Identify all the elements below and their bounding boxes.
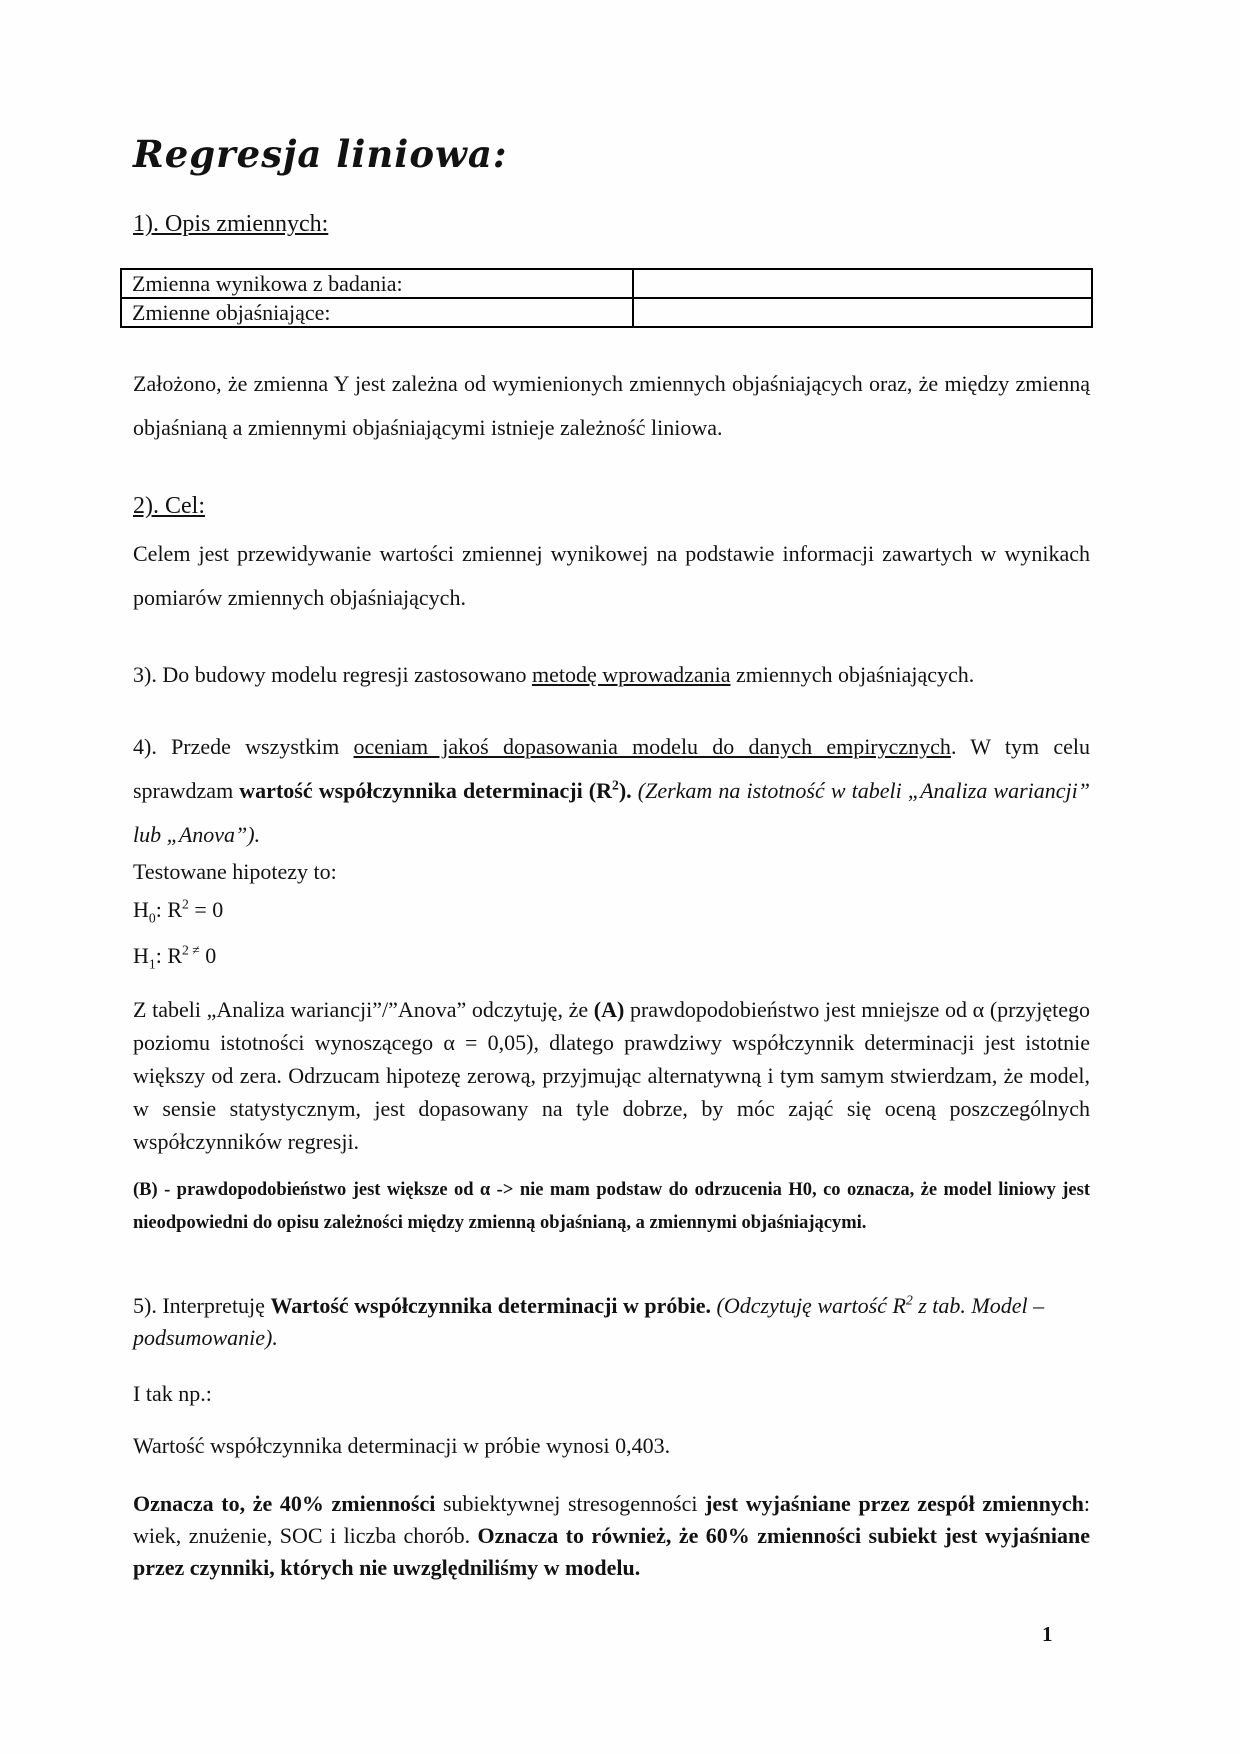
hypothesis-h1: $H_1$: $R^{2 \ne}$ 0 <box>133 942 217 972</box>
table-row <box>121 298 1092 327</box>
section-2-heading: 2). Cel: <box>133 493 205 519</box>
variables-table <box>120 268 1093 328</box>
section-3-paragraph: 3). Do budowy modelu regresji zastosowano metodę wprowadzania zmiennych objaśniających. <box>133 662 975 687</box>
table-value-cell <box>633 298 1092 327</box>
document-content <box>0 130 1240 1584</box>
r-squared-value-line: Wartość współczynnika determinacji w próbie wynosi 0,403. <box>133 1433 671 1458</box>
table-value-cell <box>633 269 1092 298</box>
page-number: 1 <box>1042 1622 1053 1646</box>
section-1-heading: 1). Opis zmiennych: <box>133 211 329 237</box>
anova-interpretation-paragraph: Z tabeli „Analiza wariancji”/”Anova” odczytuję, że (A) prawdopodobieństwo jest mniejsze od α (przyjętego poziomu istotności wynoszącego α = 0,05), dlatego prawdziwy współczynnik determinacji jest istotnie większy od zera. Odrzucam hipotezę zerową, przyjmując alternatywną i tym samym stwierdzam, że model, w sensie statystycznym, jest dopasowany na tyle dobrze, by móc zająć się oceną poszczególnych współczynników regresji. <box>133 997 1090 1154</box>
hypotheses-intro: Testowane hipotezy to: <box>133 859 337 884</box>
table-row <box>121 269 1092 298</box>
interpretation-paragraph: Oznacza to, że 40% zmienności subiektywnej stresogenności jest wyjaśniane przez zespół zmiennych: wiek, znużenie, SOC i liczba chorób. Oznacza to również, że 60% zmienności subiekt jest wyjaśniane przez czynniki, których nie uwzględniliśmy w modelu. <box>133 1491 1090 1580</box>
goal-paragraph: Celem jest przewidywanie wartości zmiennej wynikowej na podstawie informacji zawartych w wynikach pomiarów zmiennych objaśniających. <box>133 541 1090 610</box>
section-4-paragraph: 4). Przede wszystkim oceniam jakoś dopasowania modelu do danych empirycznych. W tym celu sprawdzam wartość współczynnika determinacji $(R^2)$. (Zerkam na istotność w tabeli „Analiza wariancji” lub „Anova”). <box>133 734 1091 847</box>
assumption-paragraph: Założono, że zmienna Y jest zależna od wymienionych zmiennych objaśniających oraz, że między zmienną objaśnianą a zmiennymi objaśniającymi istnieje zależność liniowa. <box>133 371 1090 440</box>
section-5-paragraph: 5). Interpretuję Wartość współczynnika determinacji w próbie. (Odczytuję wartość $R^2$ z tab. Model – podsumowanie). <box>133 1292 1045 1350</box>
document-title: Regresja liniowa: <box>133 132 508 176</box>
example-intro: I tak np.: <box>133 1381 212 1406</box>
case-b-paragraph: (B) - prawdopodobieństwo jest większe od α -> nie mam podstaw do odrzucenia H0, co oznacza, że model liniowy jest nieodpowiedni do opisu zależności między zmienną objaśnianą, a zmiennymi objaśniającymi. <box>133 1180 1090 1233</box>
table-label-cell: Zmienne objaśniające: <box>121 298 633 327</box>
hypothesis-h0: $H_0$: $R^2 = 0$ <box>133 896 224 926</box>
table-label-cell: Zmienna wynikowa z badania: <box>121 269 633 298</box>
